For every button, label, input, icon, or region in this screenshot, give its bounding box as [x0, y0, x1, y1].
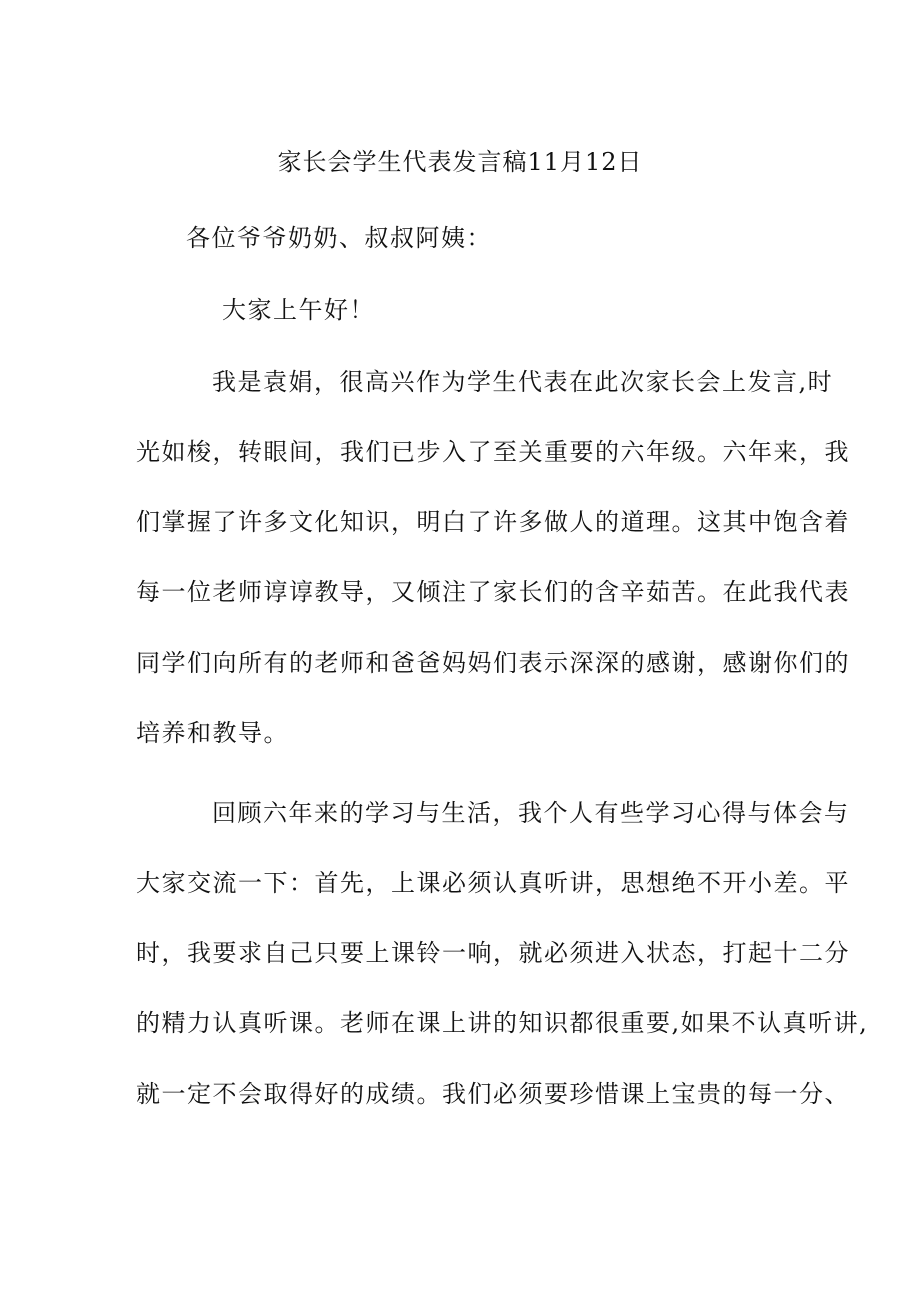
paragraph1-line: 我是袁娟，很高兴作为学生代表在此次家长会上发言,时: [212, 368, 834, 396]
paragraph2-line: 回顾六年来的学习与生活，我个人有些学习心得与体会与: [212, 799, 850, 827]
paragraph2-line: 的精力认真听课。老师在课上讲的知识都很重要,如果不认真听讲,: [136, 1009, 869, 1037]
paragraph1-line: 同学们向所有的老师和爸爸妈妈们表示深深的感谢，感谢你们的: [136, 649, 850, 677]
paragraph1-line: 光如梭，转眼间，我们已步入了至关重要的六年级。六年来，我: [136, 438, 850, 466]
greeting: 大家上午好！: [222, 296, 375, 324]
paragraph2-line: 大家交流一下：首先，上课必须认真听讲，思想绝不开小差。平: [136, 869, 850, 897]
paragraph2-line: 时，我要求自己只要上课铃一响，就必须进入状态，打起十二分: [136, 939, 850, 967]
paragraph1-line: 们掌握了许多文化知识，明白了许多做人的道理。这其中饱含着: [136, 508, 850, 536]
paragraph1-line: 培养和教导。: [136, 719, 289, 747]
document-title: 家长会学生代表发言稿11月12日: [277, 148, 643, 176]
salutation: 各位爷爷奶奶、叔叔阿姨：: [186, 224, 492, 252]
paragraph1-line: 每一位老师谆谆教导，又倾注了家长们的含辛茹苦。在此我代表: [136, 578, 850, 606]
paragraph2-line: 就一定不会取得好的成绩。我们必须要珍惜课上宝贵的每一分、: [136, 1080, 850, 1108]
